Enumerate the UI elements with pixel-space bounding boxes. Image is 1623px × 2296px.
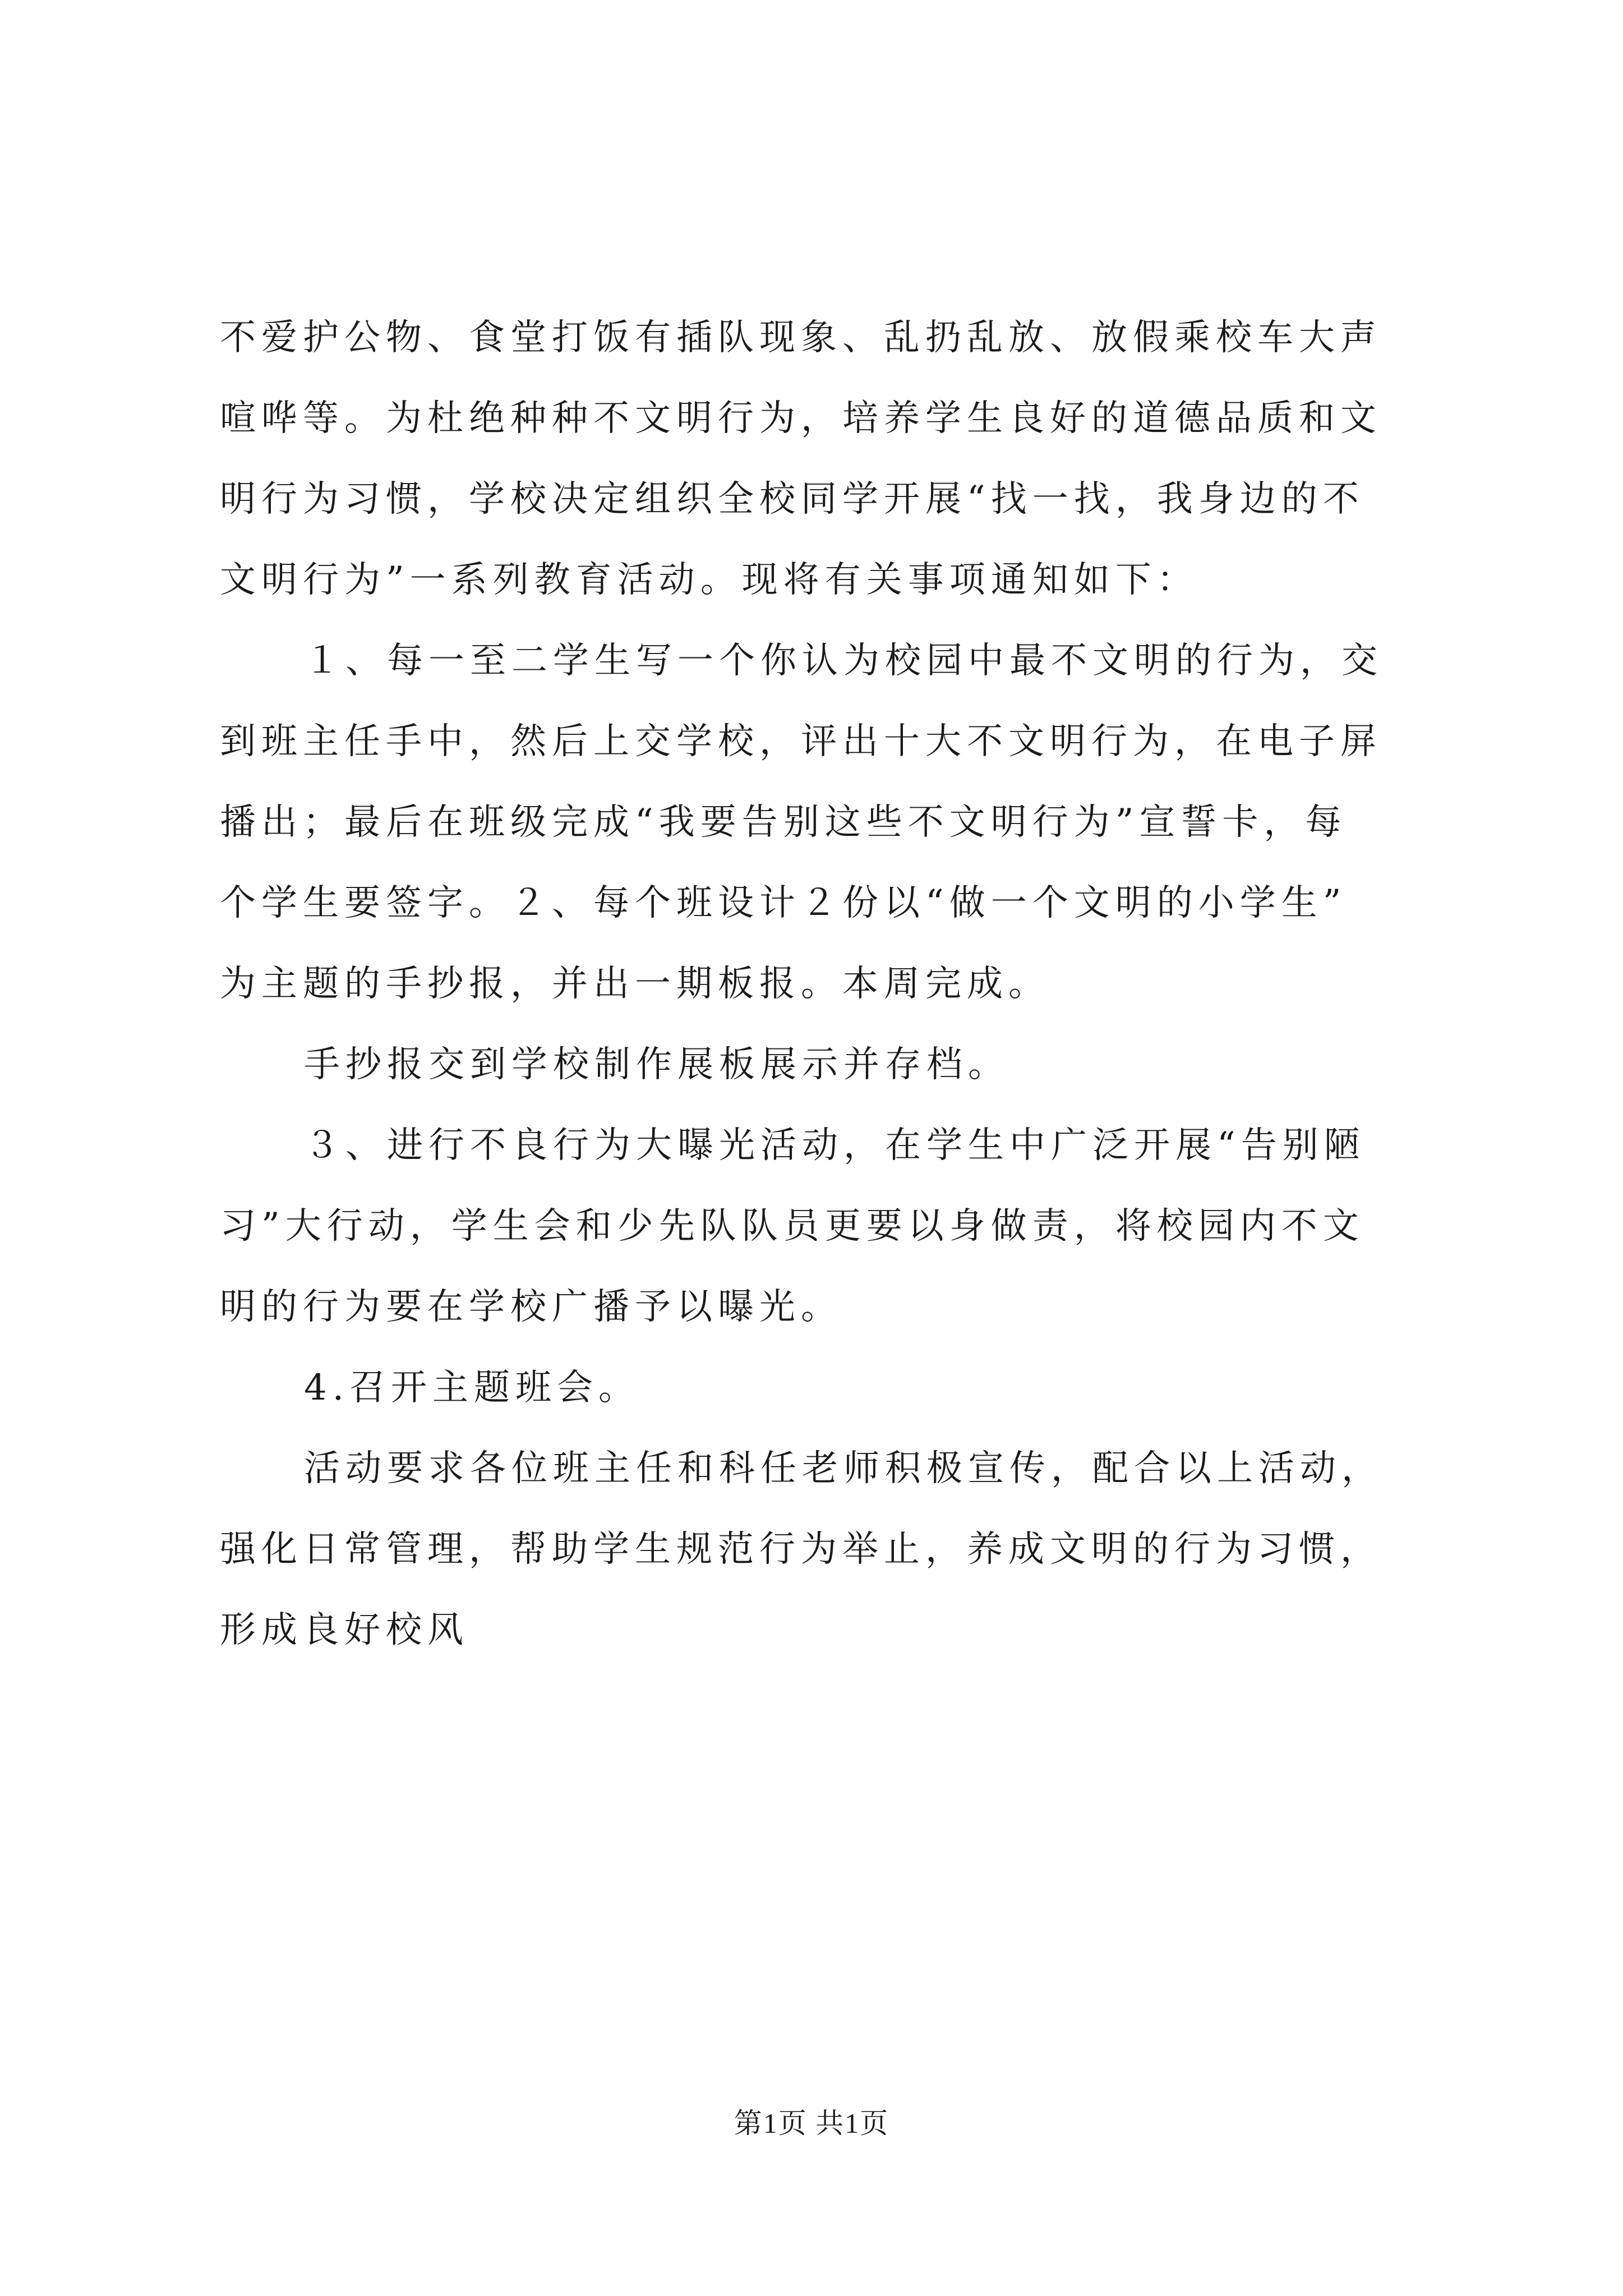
document-body xyxy=(220,297,1426,1671)
text-line-item-3: ３、进行不良行为大曝光活动，在学生中广泛开展“告别陋 xyxy=(304,1125,1366,1166)
text-line: 习”大行动，学生会和少先队队员更要以身做责，将校园内不文 xyxy=(220,1205,1364,1247)
text-line-requirements: 活动要求各位班主任和科任老师积极宣传，配合以上活动， xyxy=(304,1448,1383,1489)
text-line: 手抄报交到学校制作展板展示并存档。 xyxy=(304,1044,1009,1085)
text-line: 明的行为要在学校广播予以曝光。 xyxy=(220,1286,842,1328)
text-line: 播出；最后在班级完成“我要告别这些不文明行为”宣誓卡，每 xyxy=(220,802,1347,843)
text-line: 为主题的手抄报，并出一期板报。本周完成。 xyxy=(220,963,1050,1005)
text-line: 个学生要签字。２、每个班设计２份以“做一个文明的小学生” xyxy=(220,882,1347,924)
text-line: 强化日常管理，帮助学生规范行为举止，养成文明的行为习惯， xyxy=(220,1529,1382,1570)
text-line-item-1: １、每一至二学生写一个你认为校园中最不文明的行为，交 xyxy=(304,640,1383,682)
text-line: 文明行为”一系列教育活动。现将有关事项通知如下： xyxy=(220,559,1198,601)
text-line: 形成良好校风 xyxy=(220,1609,469,1651)
text-line: 喧哗等。为杜绝种种不文明行为，培养学生良好的道德品质和文 xyxy=(220,398,1382,439)
text-line: 明行为习惯，学校决定组织全校同学开展“找一找，我身边的不 xyxy=(220,478,1364,520)
text-line-item-4: 4.召开主题班会。 xyxy=(304,1367,640,1409)
text-line: 到班主任手中，然后上交学校，评出十大不文明行为，在电子屏 xyxy=(220,721,1382,762)
page-number-footer: 第1页 共1页 xyxy=(734,2108,889,2139)
text-line: 不爱护公物、食堂打饭有插队现象、乱扔乱放、放假乘校车大声 xyxy=(220,317,1382,358)
